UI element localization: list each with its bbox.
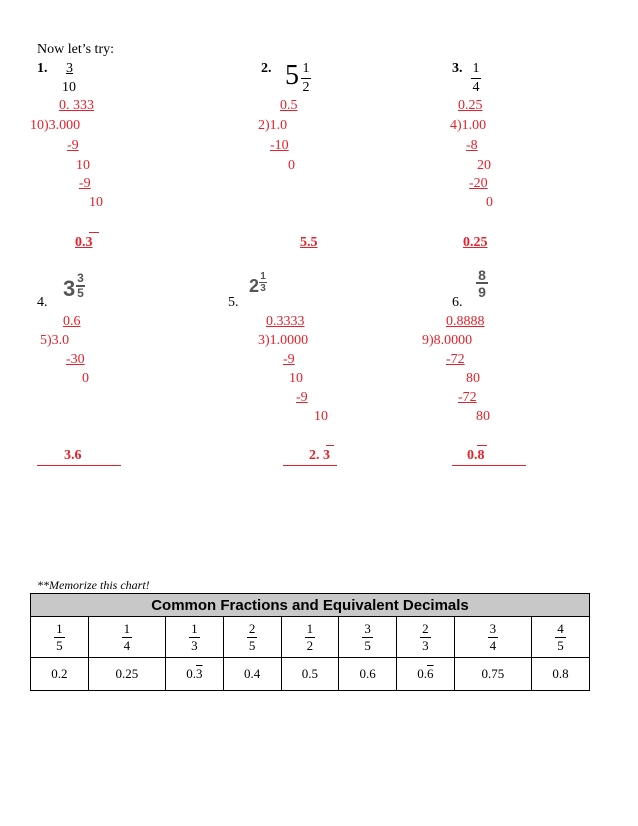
chart-denominator: 5	[364, 637, 371, 653]
problem-3-quotient: 0.25	[458, 98, 483, 113]
repeat-bar	[477, 445, 487, 446]
chart-decimal-cell: 0.4	[223, 658, 281, 691]
problem-2-answer: 5.5	[300, 235, 318, 250]
chart-fraction-cell	[281, 617, 339, 658]
problem-3-denominator: 4	[472, 80, 480, 95]
chart-fraction	[54, 621, 65, 654]
problem-6-step: -72	[458, 390, 477, 405]
problem-1-answer: 0.3	[75, 235, 93, 250]
problem-6-number: 6.	[452, 295, 463, 310]
chart-numerator: 4	[557, 620, 564, 636]
problem-5-numerator: 1	[260, 271, 266, 282]
problem-3-step: 20	[477, 158, 491, 173]
problem-3-number: 3.	[452, 61, 463, 76]
problem-1-division: 10)3.000	[30, 118, 81, 133]
chart-decimal-cell: 0.2	[31, 658, 89, 691]
repeating-digit: 6	[427, 666, 434, 681]
chart-numerator: 1	[306, 620, 314, 636]
problem-2-number: 2.	[261, 61, 272, 76]
chart-fraction-cell	[397, 617, 455, 658]
chart-fraction-cell	[166, 617, 224, 658]
chart-decimal-cell: 0.75	[454, 658, 531, 691]
problem-1-step: 10	[89, 195, 103, 210]
problem-5-step: 10	[314, 409, 328, 424]
chart-decimal-cell	[397, 658, 455, 691]
problem-3-step: -8	[466, 138, 478, 153]
chart-fraction-cell	[88, 617, 165, 658]
chart-fraction	[122, 621, 133, 654]
problem-2-division: 2)1.0	[258, 118, 288, 133]
problem-2-step: -10	[270, 138, 289, 153]
problem-2-numerator: 1	[301, 60, 311, 79]
problem-5-denominator: 3	[260, 283, 266, 294]
problem-3-step: 0	[486, 195, 493, 210]
chart-decimal: 0.	[417, 666, 428, 681]
chart-denominator: 5	[557, 637, 564, 653]
chart-numerator: 3	[489, 620, 497, 636]
chart-fraction	[189, 621, 200, 654]
chart-fraction	[362, 621, 373, 654]
chart-fraction	[420, 621, 431, 654]
problem-3-step: -20	[469, 176, 488, 191]
problem-6-numerator: 8	[476, 268, 488, 284]
chart-fraction-cell	[339, 617, 397, 658]
problem-1-numerator: 3	[66, 61, 73, 76]
chart-fraction	[305, 621, 316, 654]
chart-decimal: 0.	[186, 666, 197, 681]
repeat-bar	[89, 232, 99, 233]
chart-decimal-cell: 0.8	[532, 658, 590, 691]
problem-1-step: 10	[76, 158, 90, 173]
intro-text: Now let’s try:	[37, 42, 114, 57]
problem-4-division: 5)3.0	[40, 333, 70, 348]
chart-numerator: 1	[191, 620, 198, 636]
problem-1-step: -9	[79, 176, 91, 191]
problem-5-step: -9	[296, 390, 308, 405]
problem-3-answer: 0.25	[463, 235, 488, 250]
problem-4-answer: 3.6	[37, 447, 121, 466]
problem-6-step: 80	[476, 409, 490, 424]
fractions-chart	[30, 593, 590, 691]
chart-denominator: 4	[489, 637, 497, 653]
problem-5-step: 10	[289, 371, 303, 386]
problem-6-step: -72	[446, 352, 465, 367]
chart-fraction-cell	[454, 617, 531, 658]
chart-denominator: 3	[422, 637, 429, 653]
repeating-digit: 3	[196, 666, 203, 681]
chart-denominator: 5	[56, 637, 63, 653]
problem-1-step: -9	[67, 138, 79, 153]
chart-fraction-cell	[223, 617, 281, 658]
chart-denominator: 2	[306, 637, 314, 653]
problem-5-division: 3)1.0000	[258, 333, 309, 348]
chart-numerator: 3	[364, 620, 371, 636]
problem-6-denominator: 9	[478, 284, 486, 300]
problem-4-step: -30	[66, 352, 85, 367]
problem-4-number: 4.	[37, 295, 48, 310]
chart-denominator: 4	[123, 637, 131, 653]
chart-decimal-cell: 0.5	[281, 658, 339, 691]
chart-denominator: 3	[191, 637, 198, 653]
chart-denominator: 5	[248, 637, 256, 653]
problem-1-number: 1.	[37, 61, 48, 76]
problem-4-step: 0	[82, 371, 89, 386]
problem-3-division: 4)1.00	[450, 118, 487, 133]
problem-5-step: -9	[283, 352, 295, 367]
memorize-note: **Memorize this chart!	[37, 578, 150, 592]
problem-6-answer: 0.8	[452, 447, 526, 466]
chart-fraction	[488, 621, 499, 654]
problem-4-quotient: 0.6	[63, 314, 81, 329]
chart-fraction-cell	[532, 617, 590, 658]
chart-numerator: 2	[248, 620, 256, 636]
chart-fraction	[555, 621, 566, 654]
chart-numerator: 1	[123, 620, 131, 636]
chart-fraction-cell	[31, 617, 89, 658]
problem-2-step: 0	[288, 158, 295, 173]
problem-3-numerator: 1	[471, 60, 481, 79]
problem-6-division: 9)8.0000	[422, 333, 473, 348]
problem-2-denominator: 2	[302, 80, 310, 95]
chart-numerator: 2	[422, 620, 429, 636]
problem-4-whole: 3	[63, 276, 76, 301]
problem-1-quotient: 0. 333	[59, 98, 94, 113]
chart-decimal-cell: 0.6	[339, 658, 397, 691]
chart-title: Common Fractions and Equivalent Decimals	[31, 594, 590, 617]
chart-decimal-cell	[166, 658, 224, 691]
problem-1-denominator: 10	[62, 80, 76, 95]
problem-6-quotient: 0.8888	[446, 314, 485, 329]
chart-numerator: 1	[56, 620, 63, 636]
problem-5-answer: 2. 3	[283, 447, 337, 466]
problem-4-denominator: 5	[77, 286, 84, 300]
problem-2-quotient: 0.5	[280, 98, 298, 113]
problem-5-whole: 2	[249, 276, 260, 296]
problem-6-step: 80	[466, 371, 480, 386]
problem-2-whole: 5	[285, 60, 299, 91]
problem-4-numerator: 3	[77, 271, 84, 285]
repeat-bar	[326, 445, 334, 446]
problem-5-number: 5.	[228, 295, 239, 310]
chart-decimal-cell: 0.25	[88, 658, 165, 691]
chart-fraction	[247, 621, 258, 654]
problem-5-quotient: 0.3333	[266, 314, 305, 329]
